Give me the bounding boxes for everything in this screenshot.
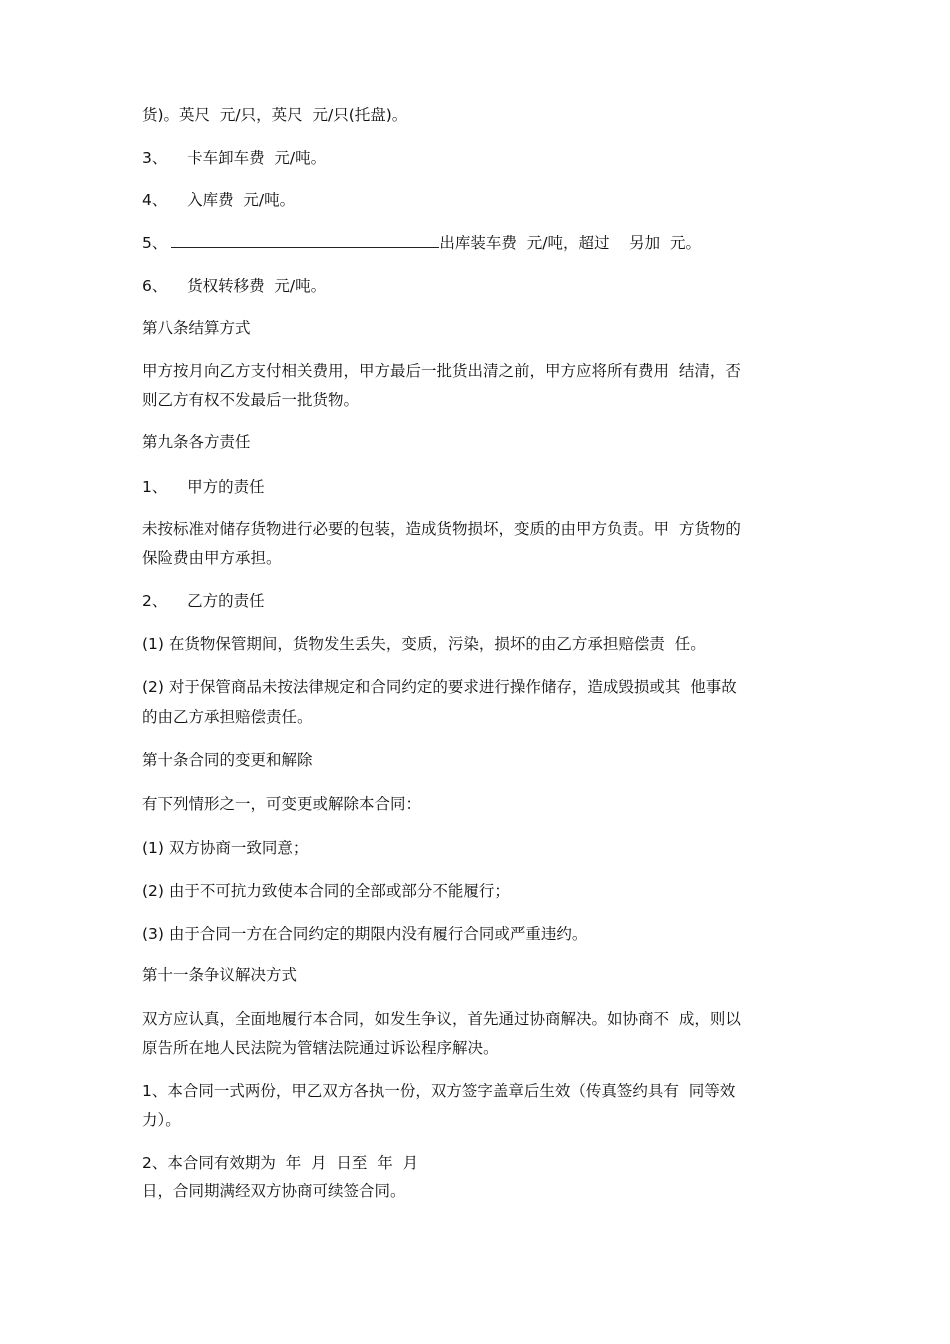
text-line: 的由乙方承担赔偿责任。 xyxy=(142,708,313,726)
item-text: 出库装车费 元/吨，超过 另加 元。 xyxy=(439,234,702,252)
text-line: 有下列情形之一，可变更或解除本合同： xyxy=(142,795,422,813)
text-line: 2、 乙方的责任 xyxy=(142,592,265,610)
text-line: 保险费由甲方承担。 xyxy=(142,549,282,567)
item-number: 5、 xyxy=(142,234,168,252)
text-line: (2) 对于保管商品未按法律规定和合同约定的要求进行操作储存，造成毁损或其 他事故 xyxy=(142,678,737,696)
section-heading: 第八条结算方式 xyxy=(142,319,251,337)
text-line: 未按标准对储存货物进行必要的包装，造成货物损坏，变质的由甲方负责。甲 方货物的 xyxy=(142,520,741,538)
text-line: 4、 入库费 元/吨。 xyxy=(142,191,296,209)
text-line: 原告所在地人民法院为管辖法院通过诉讼程序解决。 xyxy=(142,1039,499,1057)
section-heading: 第十一条争议解决方式 xyxy=(142,966,298,984)
text-line: 则乙方有权不发最后一批货物。 xyxy=(142,391,360,409)
section-heading: 第十条合同的变更和解除 xyxy=(142,751,313,769)
text-line: (2) 由于不可抗力致使本合同的全部或部分不能履行； xyxy=(142,882,510,900)
section-heading: 第九条各方责任 xyxy=(142,433,251,451)
text-line: (1) 双方协商一致同意； xyxy=(142,839,309,857)
text-line: 甲方按月向乙方支付相关费用，甲方最后一批货出清之前，甲方应将所有费用 结清，否 xyxy=(142,362,741,380)
text-line: (3) 由于合同一方在合同约定的期限内没有履行合同或严重违约。 xyxy=(142,925,588,943)
text-line: 1、本合同一式两份，甲乙双方各执一份，双方签字盖章后生效（传真签约具有 同等效 xyxy=(142,1082,736,1100)
text-line: 2、本合同有效期为 年 月 日至 年 月 xyxy=(142,1154,419,1172)
text-line: 1、 甲方的责任 xyxy=(142,478,265,496)
fill-in-blank xyxy=(171,233,439,248)
text-line-item-5 xyxy=(142,233,701,253)
text-line: (1) 在货物保管期间，货物发生丢失，变质，污染，损坏的由乙方承担赔偿责 任。 xyxy=(142,635,706,653)
text-line: 日，合同期满经双方协商可续签合同。 xyxy=(142,1182,406,1200)
text-line: 货)。英尺 元/只，英尺 元/只(托盘)。 xyxy=(142,106,408,124)
text-line: 双方应认真，全面地履行本合同，如发生争议，首先通过协商解决。如协商不 成，则以 xyxy=(142,1010,741,1028)
text-line: 6、 货权转移费 元/吨。 xyxy=(142,277,327,295)
text-line: 力）。 xyxy=(142,1111,181,1129)
text-line: 3、 卡车卸车费 元/吨。 xyxy=(142,149,327,167)
